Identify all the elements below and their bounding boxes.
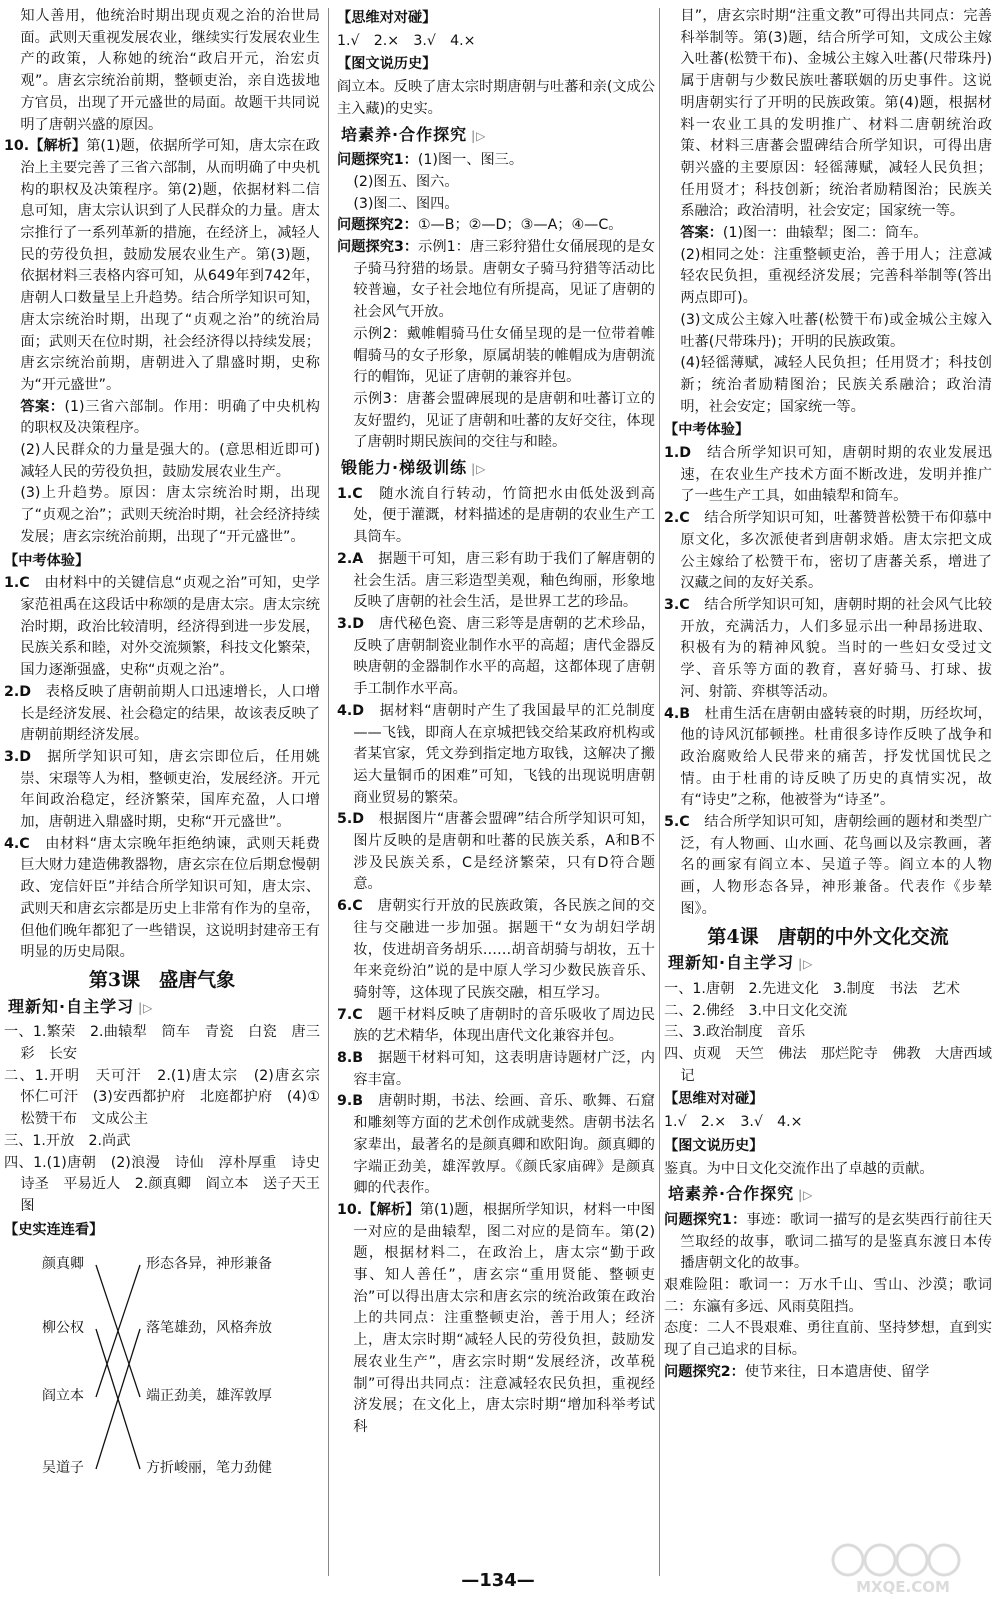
item-label: 问题探究3： xyxy=(337,239,419,256)
item-label: 7.C xyxy=(337,1006,363,1023)
item-text: 艰难险阻：歌词一：万水千山、雪山、沙漠；歌词二：东瀛有多远、风雨莫阻挡。 xyxy=(664,1277,992,1315)
item-text: 态度：二人不畏艰难、勇往直前、坚持梦想，直到实现了自己追求的目标。 xyxy=(664,1320,992,1359)
answer-paragraph xyxy=(337,77,655,120)
answer-paragraph xyxy=(4,397,320,440)
item-text: 示例1：唐三彩狩猎仕女俑展现的是女子骑马狩猎的场景。唐朝女子骑马狩猎等活动比较普遍，女子社会地位有所提高，见证了唐朝的社会风气开放。 xyxy=(353,239,655,321)
item-text: 知人善用，他统治时期出现贞观之治的治世局面。武则天重视发展农业，继续实行发展农业生产的政策，人称她的统治“政启开元，治宏贞观”。唐玄宗统治前期，整顿吏治，亲自选拔地方官员，出现了开元盛世的局面。故题干共同说明了唐朝兴盛的原因。 xyxy=(20,8,320,133)
answer-paragraph xyxy=(4,747,320,834)
item-text: (1)三省六部制。作用：明确了中央机构的职权及决策程序。 xyxy=(20,398,320,437)
item-text: (4)轻徭薄赋，减轻人民负担；任用贤才；科技创新；统治者励精图治；民族关系融洽；政治清明，社会安定；国家统一等。 xyxy=(680,355,992,415)
item-text: 唐代秘色瓷、唐三彩等是唐朝的艺术珍品，反映了唐朝制瓷业制作水平的高超；唐代金器反映唐朝的金器制作水平的高超，这都体现了唐朝手工制作水平高。 xyxy=(353,615,655,698)
answer-paragraph xyxy=(337,237,655,324)
item-text: 鉴真。为中日文化交流作出了卓越的贡献。 xyxy=(664,1160,934,1177)
item-text: 【思维对对碰】 xyxy=(664,1091,764,1108)
answer-paragraph xyxy=(337,194,655,216)
answer-paragraph xyxy=(337,389,655,454)
answer-paragraph xyxy=(664,223,992,245)
answer-paragraph xyxy=(664,979,992,1001)
column-right xyxy=(664,6,992,1384)
item-label: 问题探究1： xyxy=(337,152,418,169)
lesson-title xyxy=(664,927,992,949)
answer-paragraph xyxy=(337,549,655,614)
item-label: 10.【解析】 xyxy=(337,1201,420,1218)
arrow-icon: |▷ xyxy=(471,128,487,143)
section-bar xyxy=(8,996,320,1020)
item-label: 2.C xyxy=(664,510,690,527)
section-heading xyxy=(4,1220,320,1242)
item-label: 4.B xyxy=(664,705,691,722)
item-text: 锻能力·梯级训练 xyxy=(341,458,468,478)
item-text: 培素养·合作探究 xyxy=(668,1184,795,1204)
answer-paragraph xyxy=(337,701,655,810)
item-text: 二、1.开明 天可汗 2.(1)唐太宗 (2)唐玄宗 怀仁可汗 (3)安西都护府 北庭都护府 (4)①松赞干布 文成公主 xyxy=(4,1067,335,1128)
item-text: 【中考体验】 xyxy=(664,422,750,439)
match-left-item: 阎立本 xyxy=(42,1388,84,1405)
match-right-item: 形态各异，神形兼备 xyxy=(146,1256,272,1273)
item-label: 2.A xyxy=(337,550,364,567)
match-left-item: 颜真卿 xyxy=(42,1256,84,1273)
item-text: ①—B；②—D；③—A；④—C。 xyxy=(417,217,623,234)
item-text: 由材料中的关键信息“贞观之治”可知，史学家范祖禹在这段话中称颂的是唐太宗。唐太宗统治时期，政治比较清明，经济得到进一步发展，民族关系和睦，对外交流频繁，科技文化繁荣，国力逐渐强盛，史称“贞观之治”。 xyxy=(20,575,320,679)
page-number: —134— xyxy=(461,1570,535,1591)
item-label: 3.C xyxy=(664,596,690,613)
item-text: 第3课 盛唐气象 xyxy=(88,968,236,991)
item-text: (3)上升趋势。原因：唐太宗统治时期，出现了“贞观之治”；武则天统治时期，社会经济持续发展；唐玄宗统治前期，出现了“开元盛世”。 xyxy=(20,485,320,545)
answer-paragraph xyxy=(337,215,655,237)
match-right-item: 方折峻丽，笔力劲健 xyxy=(146,1460,272,1477)
item-text: 表格反映了唐朝前期人口迅速增长，人口增长是经济发展、社会稳定的结果，故该表反映了唐朝前期经济发展。 xyxy=(20,683,320,744)
answer-paragraph xyxy=(4,1131,320,1153)
item-label: 5.D xyxy=(337,811,365,828)
watermark-text: MXQE.COM xyxy=(856,1578,950,1596)
answer-paragraph xyxy=(4,136,320,396)
item-text: 1.√ 2.× 3.√ 4.× xyxy=(337,32,476,49)
answer-paragraph xyxy=(337,614,655,701)
item-text: 据题干材料可知，这表明唐诗题材广泛，内容丰富。 xyxy=(353,1050,655,1088)
answer-paragraph xyxy=(664,508,992,595)
item-label: 1.C xyxy=(337,485,363,502)
answer-paragraph xyxy=(664,353,992,418)
answer-paragraph xyxy=(664,1022,992,1044)
answer-paragraph xyxy=(337,1005,655,1048)
section-heading xyxy=(337,8,655,30)
answer-paragraph xyxy=(664,443,992,508)
answer-paragraph xyxy=(4,1066,335,1131)
item-label: 4.C xyxy=(4,835,30,852)
lesson-title xyxy=(4,970,320,992)
item-text: 【图文说历史】 xyxy=(337,56,437,73)
item-text: 一、1.繁荣 2.曲辕犁 筒车 青瓷 白瓷 唐三彩 长安 xyxy=(4,1024,320,1063)
item-label: 答案： xyxy=(680,225,723,242)
match-left-item: 吴道子 xyxy=(42,1460,84,1477)
item-text: 示例3：唐蕃会盟碑展现的是唐朝和吐蕃订立的友好盟约，见证了唐朝和吐蕃的友好交往，体现了唐朝时期民族间的交往与和睦。 xyxy=(353,390,655,451)
arrow-icon: |▷ xyxy=(471,462,487,477)
answer-paragraph xyxy=(664,1001,992,1023)
answer-paragraph xyxy=(4,1022,320,1065)
watermark-logo xyxy=(828,1538,978,1596)
section-bar xyxy=(341,124,655,148)
answer-paragraph xyxy=(337,896,655,1005)
item-text: 唐朝时期，书法、绘画、音乐、歌舞、石窟和雕刻等方面的艺术创作成就斐然。唐朝书法名家辈出，最著名的是颜真卿和欧阳询。颜真卿的字端正劲美，雄浑敦厚。《颜氏家庙碑》是颜真卿的代表作。 xyxy=(353,1093,655,1197)
item-text: 杜甫生活在唐朝由盛转衰的时期，历经坎坷，他的诗风沉郁顿挫。杜甫很多诗作反映了战争和政治腐败给人民带来的痛苦，抒发忧国忧民之情。由于杜甫的诗反映了历史的真情实况，故有“诗史”之称，他被誉为“诗圣”。 xyxy=(680,705,992,809)
item-text: 理新知·自主学习 xyxy=(668,953,795,973)
item-text: 示例2：戴帷帽骑马仕女俑呈现的是一位带着帷帽骑马的女子形象，原属胡装的帷帽成为唐朝流行的帽饰，见证了唐朝的兼容并包。 xyxy=(353,325,655,386)
answer-paragraph xyxy=(337,1048,655,1091)
answer-paragraph xyxy=(4,6,320,136)
answer-paragraph xyxy=(4,682,320,747)
item-text: (3)文成公主嫁入吐蕃(松赞干布)或金城公主嫁入吐蕃(尺带珠丹)；开明的民族政策。 xyxy=(680,311,992,350)
answer-paragraph xyxy=(664,6,992,223)
answer-paragraph xyxy=(664,1112,992,1134)
item-text: 目”，唐玄宗时期“注重文教”可得出共同点：完善科举制等。第(3)题，结合所学可知，文成公主嫁入吐蕃(松赞干布)、金城公主嫁入吐蕃(尺带珠丹)属于唐朝与少数民族吐蕃联姻的历史事件。这说明唐朝实行了开明的民族政策。第(4)题，根据材料一农业工具的发明推广、材料二唐朝统治政策、材料三唐蕃会盟碑结合所学知识，可得出唐朝兴盛的主要原因：轻徭薄赋，减轻人民负担；任用贤才；科技创新；统治者励精图治；民族关系融洽；政治清明，社会安定；国家统一等。 xyxy=(680,8,992,220)
item-label: 6.C xyxy=(337,898,363,915)
answer-paragraph xyxy=(337,484,655,549)
section-heading xyxy=(664,1136,992,1158)
item-label: 答案： xyxy=(20,398,65,415)
item-label: 5.C xyxy=(664,814,690,831)
item-label: 1.C xyxy=(4,575,30,592)
answer-paragraph xyxy=(4,483,320,548)
answer-paragraph xyxy=(664,310,992,353)
match-right-item: 端正劲美，雄浑敦厚 xyxy=(146,1388,272,1405)
answer-paragraph xyxy=(4,440,320,483)
answer-paragraph xyxy=(337,324,655,389)
answer-paragraph xyxy=(4,573,320,682)
section-bar xyxy=(668,1183,992,1207)
item-text: 随水流自行转动，竹筒把水由低处汲到高处，便于灌溉，材料描述的是唐朝的农业生产工具筒车。 xyxy=(353,485,655,546)
item-text: 事迹：歌词一描写的是玄奘西行前往天竺取经的故事，歌词二描写的是鉴真东渡日本传播唐朝文化的故事。 xyxy=(680,1211,992,1272)
item-text: 理新知·自主学习 xyxy=(8,996,135,1016)
item-text: 四、贞观 天竺 佛法 那烂陀寺 佛教 大唐西域记 xyxy=(664,1046,992,1084)
item-label: 问题探究2： xyxy=(664,1363,745,1380)
section-bar xyxy=(341,457,655,481)
item-text: 三、3.政治制度 音乐 xyxy=(664,1024,806,1041)
answer-paragraph xyxy=(664,1318,992,1361)
arrow-icon: |▷ xyxy=(138,1000,154,1015)
item-text: 使节来往，日本遣唐使、留学 xyxy=(744,1363,930,1380)
item-text: 第(1)题，根据所学知识，材料一中图一对应的是曲辕犁，图二对应的是筒车。第(2)题，根据材料二，在政治上，唐太宗“勤于政事、知人善任”，唐玄宗“重用贤能、整顿吏治”可以得出唐太宗和唐玄宗的统治政策在政治上的共同点：注重整顿吏治，善于用人；经济上，唐太宗时期“减轻人民的劳役负担，鼓励发展农业生产”，唐玄宗时期“发展经济，改革税制”可得出共同点：注意减轻农民负担，重视经济发展；在文化上，唐太宗时期“增加科举考试科 xyxy=(353,1201,655,1435)
item-text: (2)人民群众的力量是强大的。(意思相近即可)减轻人民的劳役负担，鼓励发展农业生产。 xyxy=(20,442,320,480)
item-text: (2)图五、图六。 xyxy=(353,173,459,190)
item-text: 据题干可知，唐三彩有助于我们了解唐朝的社会生活。唐三彩造型美观，釉色绚丽，形象地反映了唐朝的社会生活，是世界工艺的珍品。 xyxy=(353,550,655,611)
item-text: 一、1.唐朝 2.先进文化 3.制度 书法 艺术 xyxy=(664,980,960,997)
answer-paragraph xyxy=(664,704,992,813)
answer-paragraph xyxy=(337,1091,655,1200)
item-text: 据材料“唐朝时产生了我国最早的汇兑制度——飞钱，即商人在京城把钱交给某政府机构或者某官家，凭文券到指定地方取钱，这解决了搬运大量铜币的困难”可知，飞钱的出现说明唐朝商业贸易的繁荣。 xyxy=(353,702,655,806)
match-left-item: 柳公权 xyxy=(42,1320,84,1337)
item-text: (1)图一：曲辕犁；图二：筒车。 xyxy=(722,225,928,242)
item-label: 10.【解析】 xyxy=(4,138,87,155)
item-text: 由材料“唐太宗晚年拒绝纳谏，武则天耗费巨大财力建造佛教器物，唐玄宗在位后期怠慢朝政、宠信奸臣”并结合所学知识可知，唐太宗、武则天和唐玄宗都是历史上非常有作为的皇帝，但他们晚年都犯了一些错误，这说明封建帝王有明显的历史局限。 xyxy=(20,835,320,961)
item-text: 1.√ 2.× 3.√ 4.× xyxy=(664,1114,803,1131)
section-heading xyxy=(4,551,320,573)
item-label: 问题探究1： xyxy=(664,1211,747,1228)
item-text: 【中考体验】 xyxy=(4,552,90,569)
item-label: 2.D xyxy=(4,683,32,700)
item-label: 9.B xyxy=(337,1093,364,1110)
answer-paragraph xyxy=(664,1044,992,1087)
answer-paragraph xyxy=(664,1159,992,1181)
item-text: 【史实连连看】 xyxy=(4,1221,104,1238)
arrow-icon: |▷ xyxy=(798,957,814,972)
answer-paragraph xyxy=(4,1153,335,1218)
item-text: 结合所学知识可知，吐蕃赞普松赞干布仰慕中原文化，多次派使者到唐朝求婚。唐太宗把文成公主嫁给了松赞干布，密切了唐蕃关系，增进了汉藏之间的友好关系。 xyxy=(680,510,992,592)
item-text: 阎立本。反映了唐太宗时期唐朝与吐蕃和亲(文成公主入藏)的史实。 xyxy=(337,79,655,117)
answer-paragraph xyxy=(337,1200,655,1439)
section-heading xyxy=(664,420,992,442)
match-right-item: 落笔雄劲，风格奔放 xyxy=(146,1320,272,1337)
section-heading xyxy=(664,1089,992,1111)
item-text: 结合所学知识可知，唐朝时期的农业发展迅速，在农业生产技术方面不断改进，发明并推广了一些生产工具，如曲辕犁和筒车。 xyxy=(680,445,992,505)
item-label: 问题探究2： xyxy=(337,217,418,234)
item-label: 4.D xyxy=(337,702,365,719)
matching-exercise xyxy=(4,1247,320,1499)
item-text: 培素养·合作探究 xyxy=(341,124,468,144)
column-left xyxy=(4,6,335,1499)
answer-paragraph xyxy=(337,172,655,194)
item-text: 第(1)题，依据所学可知，唐太宗在政治上主要完善了三省六部制，从而明确了中央机构的职权及决策程序。第(2)题，依据材料二信息可知，唐太宗认识到了人民群众的力量。唐太宗推行了一系列革新的措施，在经济上，减轻人民的劳役负担，鼓励发展农业生产。第(3)题，依据材料三表格内容可知，从649年到742年，唐朝人口数量呈上升趋势。结合所学知识可知，唐太宗统治时期，出现了“贞观之治”的统治局面；武则天在位时期，社会经济得以持续发展；唐玄宗统治前期，唐朝进入了鼎盛时期，史称为“开元盛世”。 xyxy=(20,138,320,393)
answer-paragraph xyxy=(337,150,655,172)
item-label: 3.D xyxy=(337,615,365,632)
answer-paragraph xyxy=(664,595,992,704)
item-text: 【图文说历史】 xyxy=(664,1137,764,1154)
answer-paragraph xyxy=(664,245,992,310)
item-text: 结合所学知识可知，唐朝时期的社会风气比较开放，充满活力，人们多显示出一种昂扬进取、积极有为的精神风貌。当时的一些妇女受过文学、音乐等方面的教育，喜好骑马、打球、拔河、射箭、弈棋等活动。 xyxy=(680,596,992,700)
answer-paragraph xyxy=(664,1362,992,1384)
answer-paragraph xyxy=(337,31,655,53)
item-text: 唐朝实行开放的民族政策，各民族之间的交往与交融进一步加强。据题干“女为胡妇学胡妆，伎进胡音务胡乐……胡音胡骑与胡妆，五十年来竞纷泊”说的是中原人学习少数民族音乐、骑射等，这体现了民族交融，相互学习。 xyxy=(353,898,655,1001)
answer-paragraph xyxy=(4,834,320,964)
column-divider xyxy=(328,8,329,1576)
section-heading xyxy=(337,54,655,76)
item-text: 二、2.佛经 3.中日文化交流 xyxy=(664,1002,848,1019)
item-text: (3)图二、图四。 xyxy=(353,195,459,212)
item-text: 据所学知识可知，唐玄宗即位后，任用姚崇、宋璟等人为相，整顿吏治，发展经济。开元年间政治稳定，经济繁荣，国库充盈，人口增加，唐朝进入鼎盛时期，史称“开元盛世”。 xyxy=(20,748,320,831)
item-text: 【思维对对碰】 xyxy=(337,10,437,26)
answer-paragraph xyxy=(664,1275,992,1318)
item-text: 第4课 唐朝的中外文化交流 xyxy=(707,925,949,948)
item-text: (1)图一、图三。 xyxy=(417,152,524,169)
item-label: 3.D xyxy=(4,748,32,765)
item-text: 根据图片“唐蕃会盟碑”结合所学知识可知，图片反映的是唐朝和吐蕃的民族关系，A和B不涉及民族关系，C是经济繁荣，只有D符合题意。 xyxy=(353,811,655,893)
item-text: 题干材料反映了唐朝时的音乐吸收了周边民族的艺术精华，体现出唐代文化兼容并包。 xyxy=(353,1006,655,1045)
answer-paragraph xyxy=(664,1210,992,1275)
item-text: 四、1.(1)唐朝 (2)浪漫 诗仙 淳朴厚重 诗史 诗圣 平易近人 2.颜真卿 阎立本 送子天王图 xyxy=(4,1154,335,1214)
column-middle xyxy=(337,6,655,1439)
item-label: 1.D xyxy=(664,445,692,462)
item-text: 结合所学知识可知，唐朝绘画的题材和类型广泛，有人物画、山水画、花鸟画以及宗教画，著名的画家有阎立本、吴道子等。阎立本的人物画，人物形态各异，神形兼备。代表作《步辇图》。 xyxy=(680,814,992,917)
answer-paragraph xyxy=(664,812,992,921)
item-label: 8.B xyxy=(337,1050,364,1067)
item-text: 三、1.开放 2.尚武 xyxy=(4,1132,131,1149)
section-bar xyxy=(668,952,992,976)
arrow-icon: |▷ xyxy=(798,1188,814,1203)
answer-paragraph xyxy=(337,809,655,896)
item-text: (2)相同之处：注重整顿吏治，善于用人；注意减轻农民负担，重视经济发展；完善科举制等(答出两点即可)。 xyxy=(680,246,992,307)
column-divider xyxy=(659,8,660,1576)
